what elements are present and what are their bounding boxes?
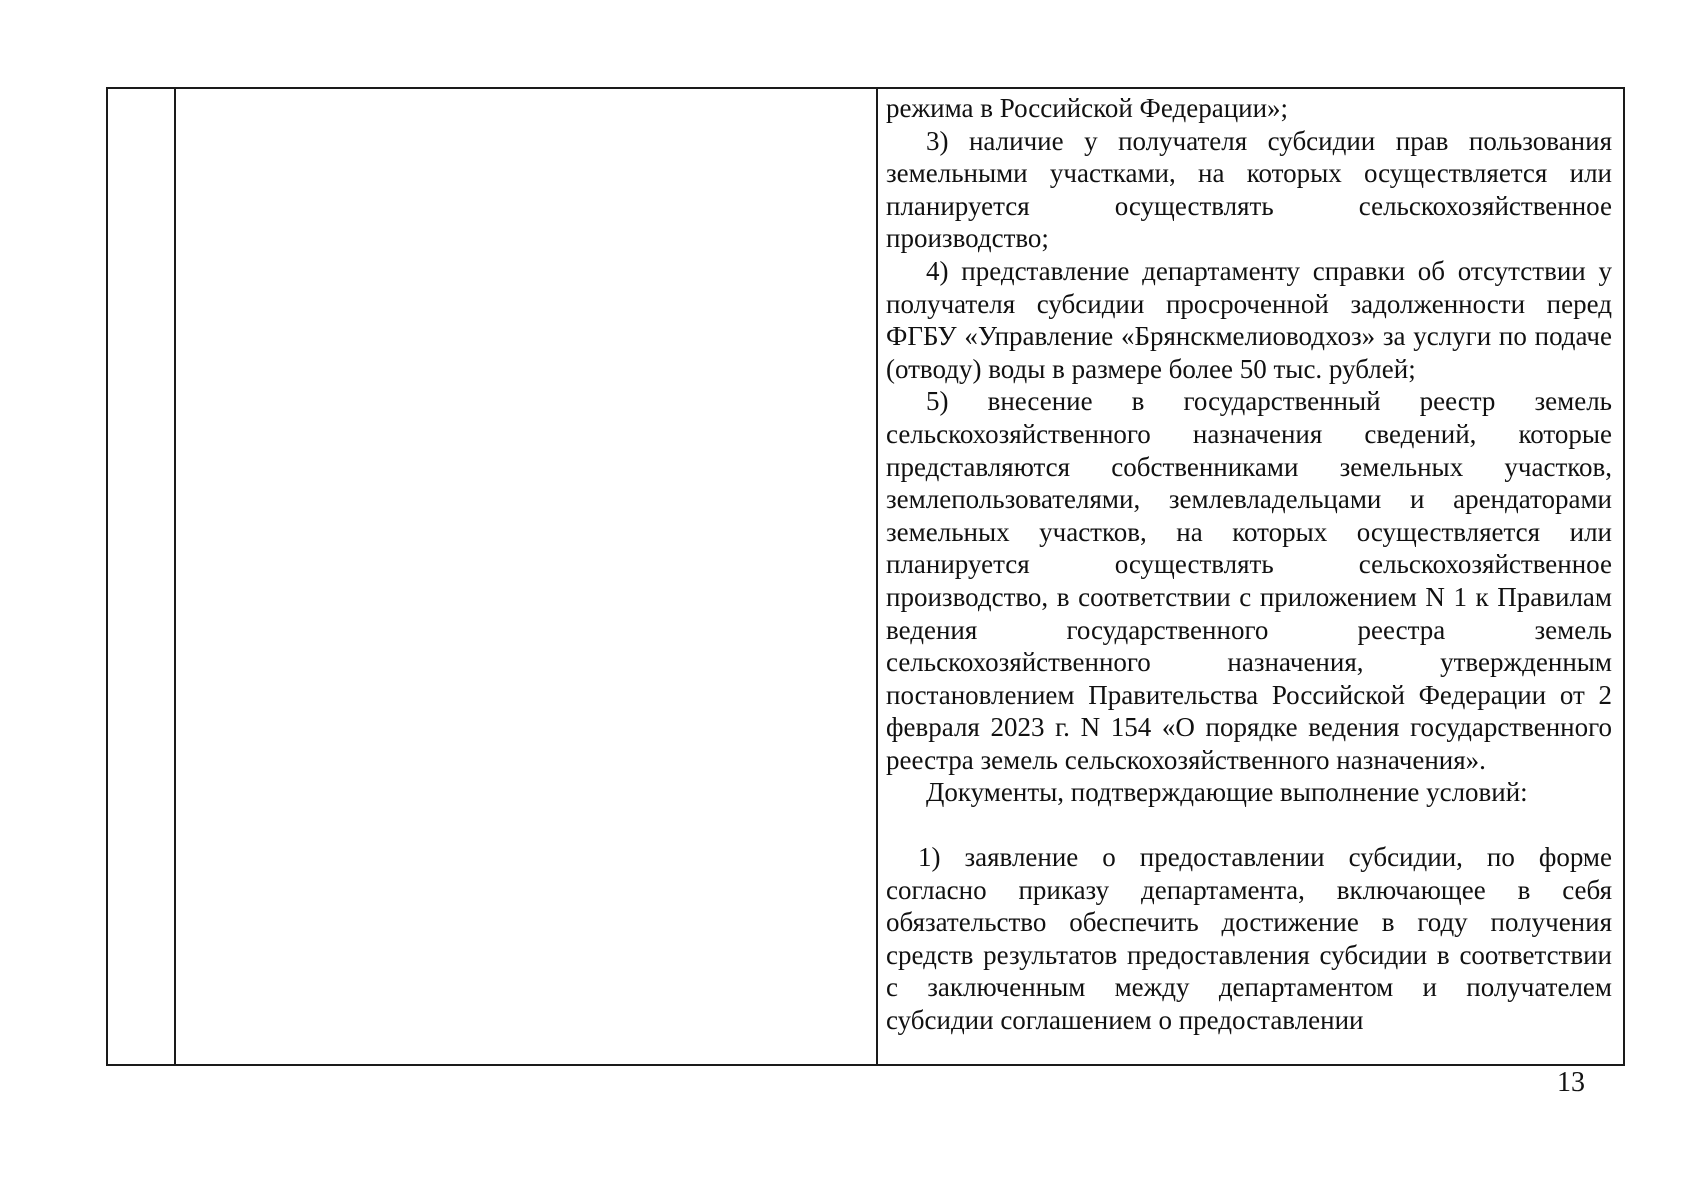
table-column-divider xyxy=(174,89,176,1064)
document-table xyxy=(106,87,1625,1066)
paragraph-document-1: 1) заявление о предоставлении субсидии, по форме согласно приказу департамента, включающее в себя обязательство обеспечить достижение в году получения средств результатов предоставления субсидии в соответствии с заключенным между департаментом и получателем субсидии соглашением о предоставлении xyxy=(886,842,1612,1036)
table-text-cell xyxy=(886,92,1612,1064)
paragraph-continuation: режима в Российской Федерации»; xyxy=(886,93,1289,123)
paragraph-documents-heading: Документы, подтверждающие выполнение условий: xyxy=(926,777,1528,808)
paragraph-condition-4: 4) представление департаменту справки об отсутствии у получателя субсидии просроченной задолженности перед ФГБУ «Управление «Брянскмелиоводхоз» за услуги по подаче (отводу) воды в размере более 50 тыс. рублей; xyxy=(886,255,1612,384)
paragraph-condition-3: 3) наличие у получателя субсидии прав пользования земельными участками, на которых осуществляется или планируется осуществлять сельскохозяйственное производство; xyxy=(886,125,1612,254)
paragraph-condition-5: 5) внесение в государственный реестр земель сельскохозяйственного назначения сведений, которые представляются собственниками земельных участков, землепользователями, землевладельцами и арендаторами земельных участков, на которых осуществляется или планируется осуществлять сельскохозяйственное производство, в соответствии с приложением N 1 к Правилам ведения государственного реестра земель сельскохозяйственного назначения, утвержденным постановлением Правительства Российской Федерации от 2 февраля 2023 г. N 154 «О порядке ведения государственного реестра земель сельскохозяйственного назначения». xyxy=(886,386,1612,775)
table-column-divider xyxy=(876,89,878,1064)
page-number: 13 xyxy=(1557,1067,1585,1098)
